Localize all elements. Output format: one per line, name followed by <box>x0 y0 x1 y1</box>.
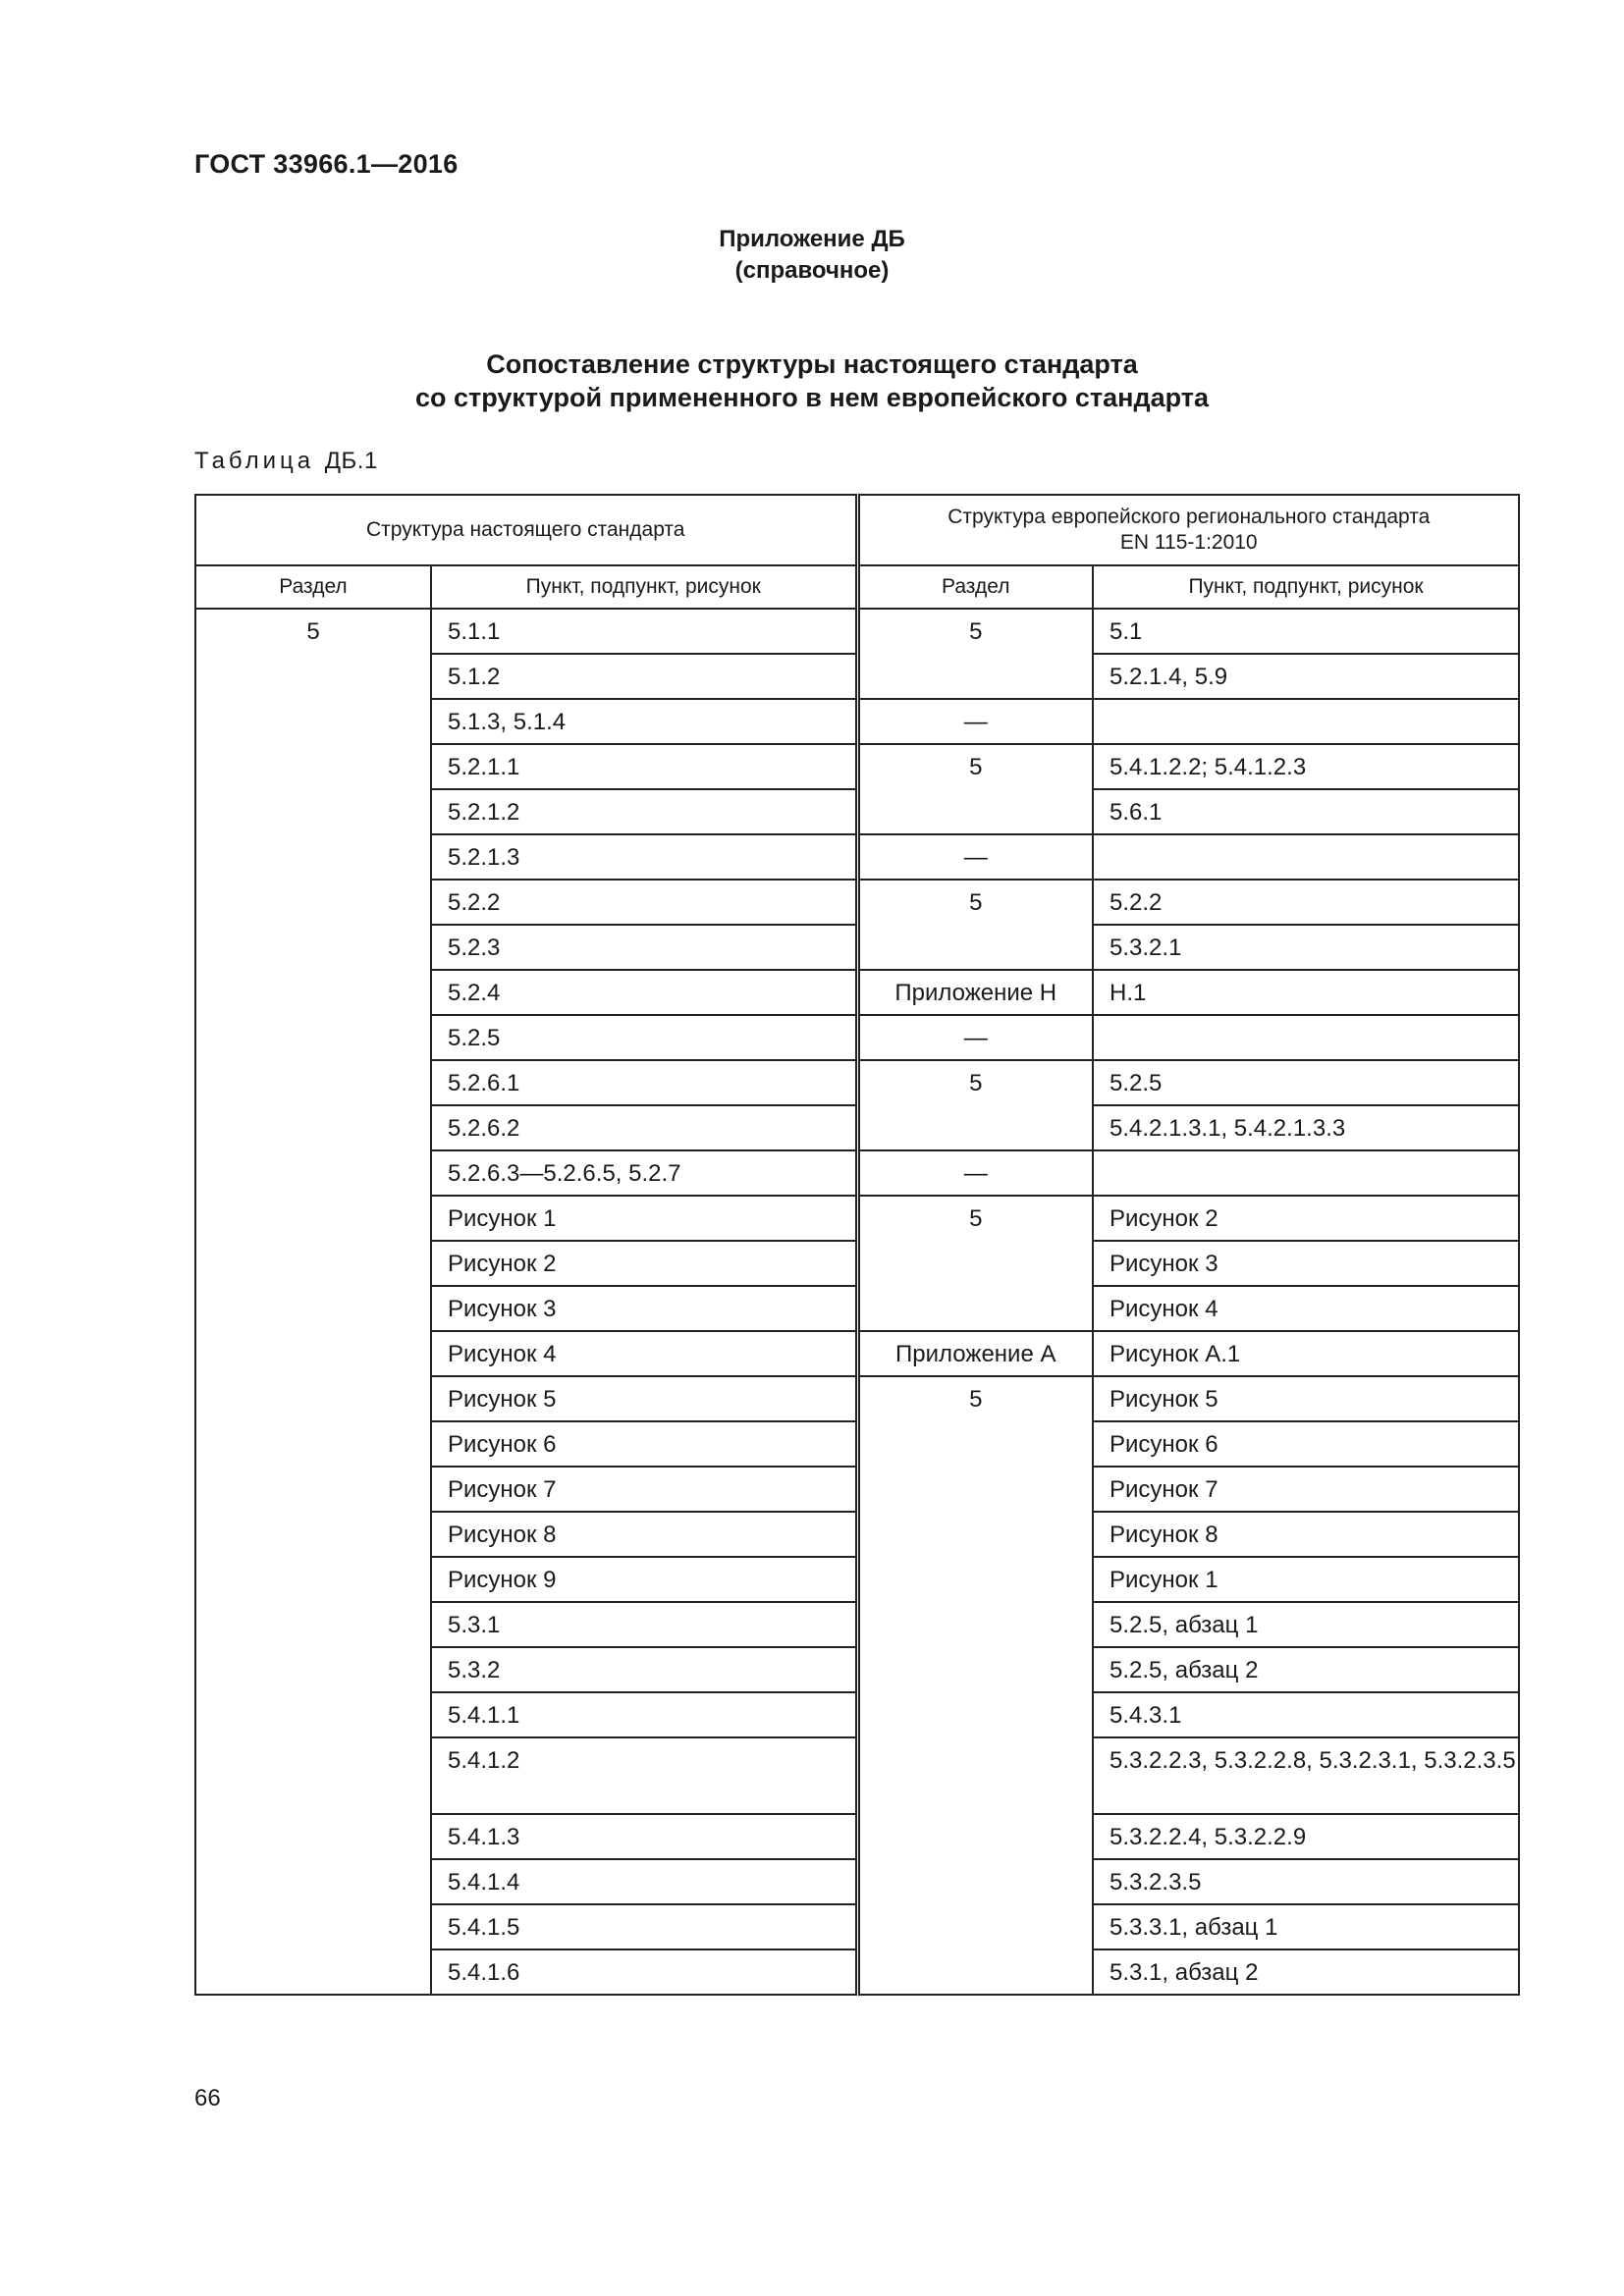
cell-eu-section: — <box>857 699 1093 744</box>
cell-eu-clause: 5.1 <box>1093 609 1519 654</box>
cell-eu-clause: 5.6.1 <box>1093 789 1519 834</box>
cell-eu-clause: 5.3.2.3.5 <box>1093 1859 1519 1904</box>
cell-eu-clause: 5.2.1.4, 5.9 <box>1093 654 1519 699</box>
cell-clause: 5.1.3, 5.1.4 <box>431 699 857 744</box>
cell-eu-section: — <box>857 1015 1093 1060</box>
cell-clause: 5.4.1.4 <box>431 1859 857 1904</box>
cell-clause: 5.4.1.2 <box>431 1737 857 1814</box>
cell-section: 5 <box>195 609 431 1995</box>
cell-eu-section: 5 <box>857 609 1093 699</box>
header-european-line1: Структура европейского регионального стандарта <box>947 506 1431 528</box>
table-row <box>195 609 1519 654</box>
cell-clause: 5.2.5 <box>431 1015 857 1060</box>
cell-eu-section: 5 <box>857 880 1093 970</box>
cell-eu-clause: Рисунок 2 <box>1093 1196 1519 1241</box>
cell-clause: 5.2.4 <box>431 970 857 1015</box>
cell-eu-clause: Рисунок 8 <box>1093 1512 1519 1557</box>
cell-eu-clause: Рисунок А.1 <box>1093 1331 1519 1376</box>
cell-clause: Рисунок 3 <box>431 1286 857 1331</box>
header-eu-section: Раздел <box>857 565 1093 609</box>
cell-eu-section: 5 <box>857 1376 1093 1995</box>
annex-title: Приложение ДБ <box>719 226 905 252</box>
document-title-line1: Сопоставление структуры настоящего стандарта <box>486 349 1138 379</box>
cell-eu-clause: Рисунок 5 <box>1093 1376 1519 1421</box>
cell-eu-clause: Рисунок 7 <box>1093 1467 1519 1512</box>
cell-eu-section: — <box>857 834 1093 880</box>
annex-subtitle: (справочное) <box>734 257 890 284</box>
cell-eu-section: 5 <box>857 1060 1093 1150</box>
header-current-structure: Структура настоящего стандарта <box>195 495 857 565</box>
cell-clause: 5.4.1.3 <box>431 1814 857 1859</box>
header-eu-clause: Пункт, подпункт, рисунок <box>1093 565 1519 609</box>
cell-clause: 5.2.6.2 <box>431 1105 857 1150</box>
cell-eu-clause <box>1093 1015 1519 1060</box>
cell-eu-clause: 5.4.1.2.2; 5.4.1.2.3 <box>1093 744 1519 789</box>
page-number: 66 <box>194 2085 221 2111</box>
cell-clause: 5.2.6.3—5.2.6.5, 5.2.7 <box>431 1150 857 1196</box>
cell-eu-clause: 5.3.2.2.4, 5.3.2.2.9 <box>1093 1814 1519 1859</box>
cell-eu-clause: 5.4.3.1 <box>1093 1692 1519 1737</box>
cell-clause: Рисунок 7 <box>431 1467 857 1512</box>
cell-eu-section: — <box>857 1150 1093 1196</box>
cell-clause: 5.4.1.5 <box>431 1904 857 1949</box>
cell-eu-section: Приложение Н <box>857 970 1093 1015</box>
header-european-structure <box>857 495 1519 565</box>
standard-code: ГОСТ 33966.1—2016 <box>194 149 459 179</box>
cell-clause: Рисунок 5 <box>431 1376 857 1421</box>
cell-clause: Рисунок 9 <box>431 1557 857 1602</box>
cell-clause: Рисунок 8 <box>431 1512 857 1557</box>
cell-eu-clause: 5.2.5, абзац 1 <box>1093 1602 1519 1647</box>
cell-clause: 5.3.1 <box>431 1602 857 1647</box>
table-caption <box>194 448 378 475</box>
cell-clause: 5.2.1.3 <box>431 834 857 880</box>
cell-clause: Рисунок 6 <box>431 1421 857 1467</box>
cell-clause: Рисунок 1 <box>431 1196 857 1241</box>
cell-eu-clause: Н.1 <box>1093 970 1519 1015</box>
header-clause: Пункт, подпункт, рисунок <box>431 565 857 609</box>
table-caption-number: ДБ.1 <box>324 448 378 474</box>
cell-eu-clause <box>1093 834 1519 880</box>
cell-eu-section: Приложение А <box>857 1331 1093 1376</box>
cell-eu-clause: Рисунок 4 <box>1093 1286 1519 1331</box>
cell-clause: Рисунок 2 <box>431 1241 857 1286</box>
cell-eu-clause: 5.4.2.1.3.1, 5.4.2.1.3.3 <box>1093 1105 1519 1150</box>
cell-eu-clause <box>1093 1150 1519 1196</box>
cell-clause: 5.4.1.6 <box>431 1949 857 1995</box>
cell-eu-clause: 5.3.2.2.3, 5.3.2.2.8, 5.3.2.3.1, 5.3.2.3.5 <box>1093 1737 1519 1814</box>
cell-clause: Рисунок 4 <box>431 1331 857 1376</box>
cell-eu-clause: Рисунок 1 <box>1093 1557 1519 1602</box>
header-section: Раздел <box>195 565 431 609</box>
cell-clause: 5.3.2 <box>431 1647 857 1692</box>
cell-eu-clause: 5.3.3.1, абзац 1 <box>1093 1904 1519 1949</box>
cell-eu-clause <box>1093 699 1519 744</box>
cell-eu-clause: 5.2.5 <box>1093 1060 1519 1105</box>
cell-eu-clause: 5.2.2 <box>1093 880 1519 925</box>
cell-clause: 5.2.2 <box>431 880 857 925</box>
cell-eu-clause: 5.2.5, абзац 2 <box>1093 1647 1519 1692</box>
cell-clause: 5.2.3 <box>431 925 857 970</box>
cell-clause: 5.1.2 <box>431 654 857 699</box>
cell-clause: 5.2.1.1 <box>431 744 857 789</box>
document-title-line2: со структурой примененного в нем европейского стандарта <box>415 383 1209 412</box>
comparison-table <box>194 494 1520 1996</box>
table-body <box>195 609 1519 1995</box>
cell-eu-section: 5 <box>857 1196 1093 1331</box>
cell-eu-section: 5 <box>857 744 1093 834</box>
header-european-line2: EN 115-1:2010 <box>1119 531 1258 554</box>
cell-clause: 5.2.6.1 <box>431 1060 857 1105</box>
cell-eu-clause: 5.3.1, абзац 2 <box>1093 1949 1519 1995</box>
cell-clause: 5.1.1 <box>431 609 857 654</box>
cell-clause: 5.4.1.1 <box>431 1692 857 1737</box>
cell-clause: 5.2.1.2 <box>431 789 857 834</box>
cell-eu-clause: 5.3.2.1 <box>1093 925 1519 970</box>
cell-eu-clause: Рисунок 3 <box>1093 1241 1519 1286</box>
table-caption-prefix: Таблица <box>194 448 315 474</box>
cell-eu-clause: Рисунок 6 <box>1093 1421 1519 1467</box>
